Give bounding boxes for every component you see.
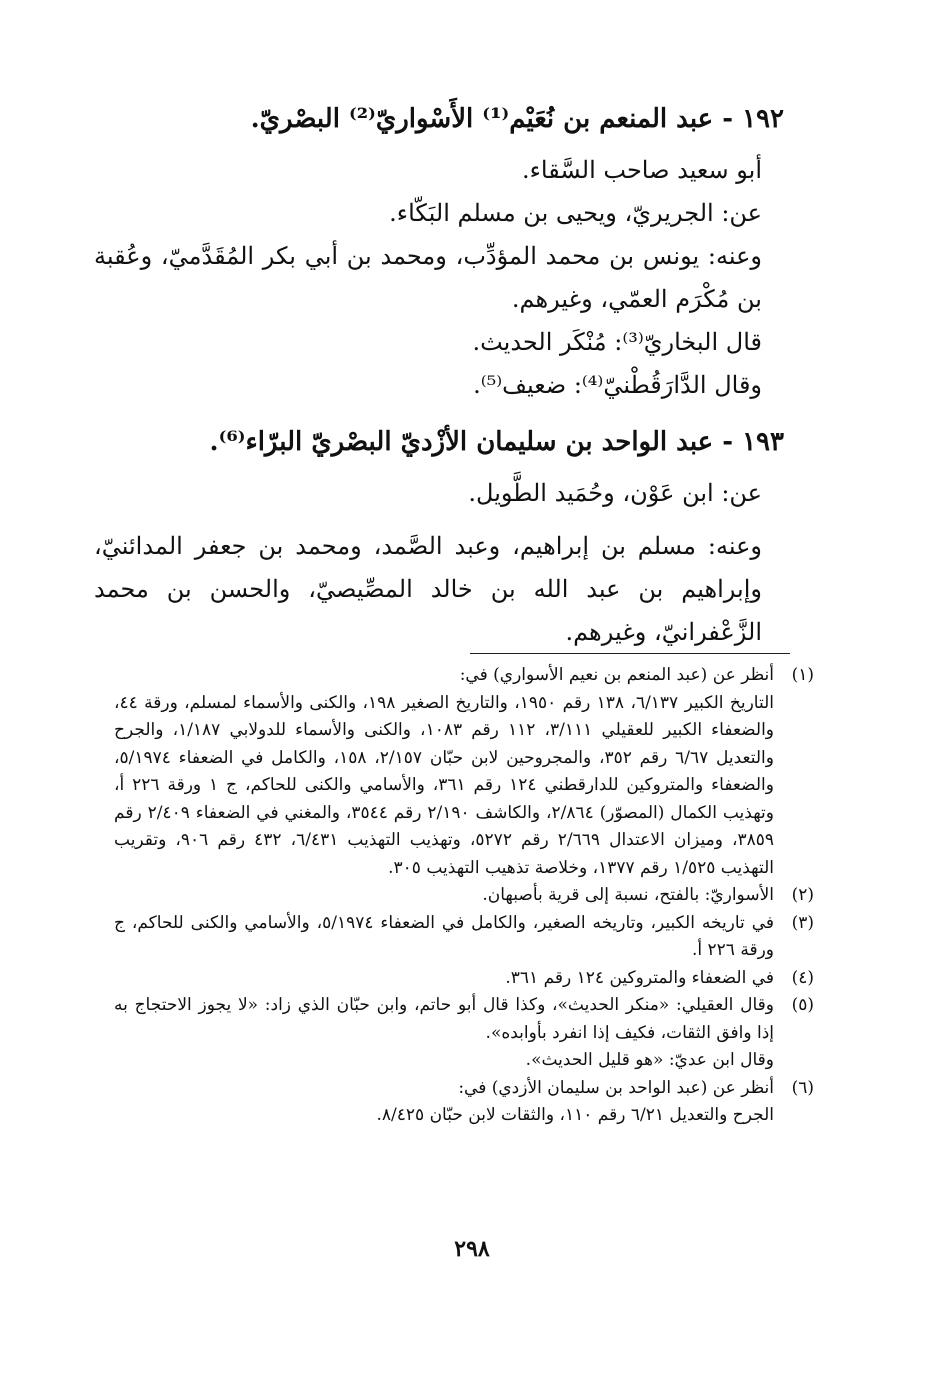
- footnotes: [114, 662, 814, 1130]
- footnote-text: أنظر عن (عبد المنعم بن نعيم الأسواري) في:: [459, 665, 774, 685]
- footnote-continuation: التاريخ الكبير ٦/١٣٧، ١٣٨ رقم ١٩٥٠، والتاريخ الصغير ١٩٨، والكنى والأسماء لمسلم، ورقة ٤٤، والضعفاء الكبير للعقيلي ٣/١١١، ١١٢ رقم ١٠٨٣، والكنى والأسماء للدولابي ١/١٨٧، والجرح والتعديل ٦/٦٧ رقم ٣٥٢، والمجروحين لابن حبّان ٢/١٥٧، ١٥٨، والكامل في الضعفاء ٥/١٩٧٤، والضعفاء والمتروكين للدارقطني ١٢٤ رقم ٣٦١، والأسامي والكنى للحاكم، ج ١ ورقة ٢٢٦ أ، وتهذيب الكمال (المصوّر) ٢/٨٦٤، والكاشف ٢/١٩٠ رقم ٣٥٤٤، والمغني في الضعفاء ٢/٤٠٩ رقم ٣٨٥٩، وميزان الاعتدال ٢/٦٦٩ رقم ٥٢٧٢، وتهذيب التهذيب ٦/٤٣١، ٤٣٢ رقم ٩٠٦، وتقريب التهذيب ١/٥٢٥ رقم ١٣٧٧، وخلاصة تذهيب التهذيب ٣٠٥.: [114, 692, 775, 878]
- footnote-2: [114, 882, 814, 910]
- page-number: ٢٩٨: [454, 1236, 490, 1262]
- footnote-number: (١): [791, 665, 814, 685]
- entry-line: عن: الجريريّ، ويحيى بن مسلم البَكّاء.: [389, 199, 762, 227]
- entry-line: وقال الدَّارَقُطْنيّ⁽⁴⁾: ضعيف⁽⁵⁾.: [473, 371, 762, 399]
- footnote-text: في الضعفاء والمتروكين ١٢٤ رقم ٣٦١.: [505, 967, 774, 988]
- entry-192: [94, 98, 784, 407]
- footnote-number: (٢): [791, 885, 814, 905]
- entry-line: أبو سعيد صاحب السَّقاء.: [521, 156, 762, 184]
- entry-paragraph: وعنه: يونس بن محمد المؤدِّب، ومحمد بن أبي بكر المُقَدَّميّ، وعُقبة بن مُكْرَم العمّي، وغيرهم.: [94, 242, 762, 313]
- footnote-text: وقال العقيلي: «منكر الحديث»، وكذا قال أبو حاتم، وابن حبّان الذي زاد: «لا يجوز الاحتجاج به إذا وافق الثقات، فكيف إذا انفرد بأوابده».: [114, 995, 774, 1043]
- main-text: [94, 98, 784, 654]
- footnote-number: (٥): [791, 995, 814, 1015]
- footnote-text: في تاريخه الكبير، وتاريخه الصغير، والكامل في الضعفاء ٥/١٩٧٤، والأسامي والكنى للحاكم، ج ورقة ٢٢٦ أ.: [114, 912, 774, 960]
- footnote-continuation: وقال ابن عديّ: «هو قليل الحديث».: [525, 1050, 774, 1070]
- entry-line: قال البخاريّ⁽³⁾: مُنْكَر الحديث.: [472, 328, 762, 356]
- footnote-number: (٤): [791, 967, 814, 988]
- entry-paragraph: وعنه: مسلم بن إبراهيم، وعبد الصَّمد، ومحمد بن جعفر المدائنيّ، وإبراهيم بن عبد الله بن خالد المصِّيصيّ، والحسن بن محمد الزَّعْفرانيّ، وغيرهم.: [94, 532, 762, 646]
- footnote-text: أنظر عن (عبد الواحد بن سليمان الأزدي) في:: [458, 1077, 774, 1098]
- footnote-number: (٣): [791, 912, 814, 933]
- footnote-1: [114, 662, 814, 882]
- footnote-6: [114, 1075, 814, 1130]
- footnote-separator: [470, 653, 790, 654]
- footnote-5: [114, 992, 814, 1075]
- footnote-continuation: الجرح والتعديل ٦/٢١ رقم ١١٠، والثقات لابن حبّان ٨/٤٢٥.: [376, 1105, 774, 1125]
- entry-line: عن: ابن عَوْن، وحُمَيد الطَّويل.: [468, 479, 762, 507]
- entry-heading: ١٩٢ - عبد المنعم بن نُعَيْم⁽¹⁾ الأَسْواريّ⁽²⁾ البصْريّ.: [250, 104, 784, 134]
- footnote-3: [114, 910, 814, 965]
- footnote-4: [114, 965, 814, 993]
- entry-193: [94, 421, 784, 654]
- entry-heading: ١٩٣ - عبد الواحد بن سليمان الأزْديّ البصْريّ البرّاء⁽⁶⁾.: [209, 427, 784, 457]
- footnote-number: (٦): [791, 1077, 814, 1098]
- footnote-text: الأسواريّ: بالفتح، نسبة إلى قرية بأصبهان.: [482, 885, 774, 905]
